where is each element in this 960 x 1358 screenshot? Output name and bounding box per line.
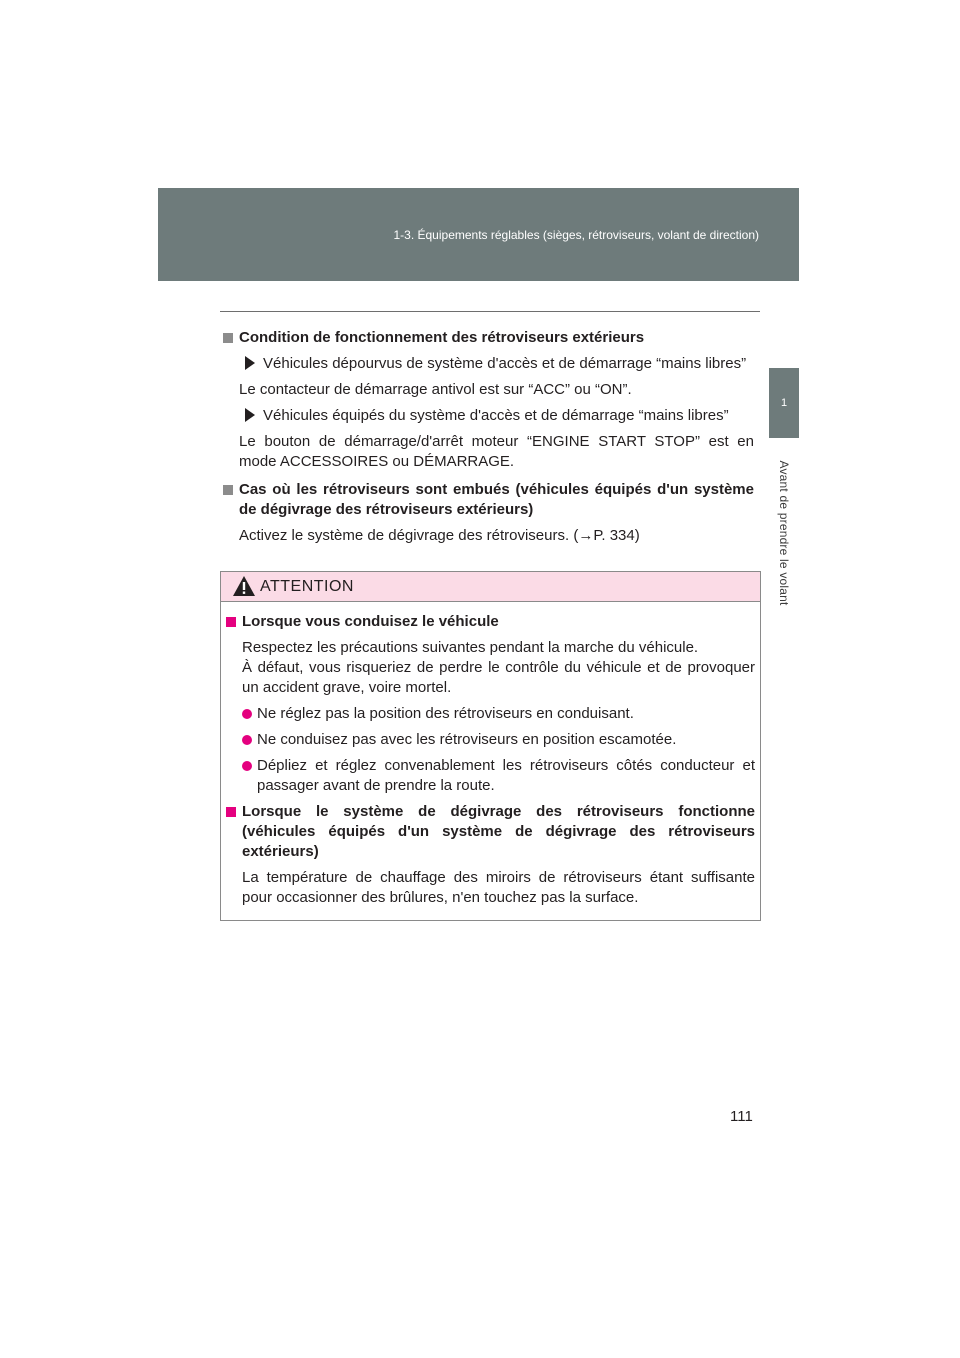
bullet-item xyxy=(225,756,755,796)
bullet-item xyxy=(225,704,755,724)
top-divider xyxy=(220,311,760,312)
section-title: 1-3. Équipements réglables (sièges, rétroviseurs, volant de direction) xyxy=(393,228,759,242)
warning-header xyxy=(221,572,760,602)
bullet-text: Ne conduisez pas avec les rétroviseurs en position escamotée. xyxy=(257,731,677,748)
warning-box xyxy=(220,571,761,921)
warning-heading-2 xyxy=(225,802,755,862)
square-bullet-icon xyxy=(226,617,236,627)
chapter-label: Avant de prendre le volant xyxy=(777,459,791,606)
square-bullet-icon xyxy=(226,807,236,817)
section-heading-2 xyxy=(222,480,754,520)
bullet-text: Dépliez et réglez convenablement les rétroviseurs côtés conducteur et passager avant de prendre la route. xyxy=(257,757,755,794)
main-content xyxy=(222,328,754,546)
sub-condition-2 xyxy=(222,406,754,426)
chapter-number-tab: 1 xyxy=(769,368,799,438)
warning-title: ATTENTION xyxy=(260,578,354,595)
paragraph: Le contacteur de démarrage antivol est sur “ACC” ou “ON”. xyxy=(239,381,632,398)
bullet-item xyxy=(225,730,755,750)
chapter-label-tab xyxy=(769,440,799,625)
sub-condition-label: Véhicules équipés du système d'accès et de démarrage “mains libres” xyxy=(263,407,729,424)
section-heading-1 xyxy=(222,328,754,348)
page-number: 111 xyxy=(730,1108,753,1125)
reference-arrow: → xyxy=(578,527,594,544)
paragraph: Respectez les précautions suivantes pendant la marche du véhicule. xyxy=(242,639,699,656)
round-bullet-icon xyxy=(242,761,252,771)
heading-text: Condition de fonctionnement des rétroviseurs extérieurs xyxy=(239,329,645,346)
round-bullet-icon xyxy=(242,709,252,719)
arrow-right-icon xyxy=(245,408,255,422)
warning-heading-1 xyxy=(225,612,755,632)
heading-text: Lorsque le système de dégivrage des rétroviseurs fonctionne (véhicules équipés d'un système de dégivrage des rétroviseurs extérieurs) xyxy=(242,803,755,860)
sub-condition-label: Véhicules dépourvus de système d'accès et de démarrage “mains libres” xyxy=(263,355,747,372)
heading-text: Cas où les rétroviseurs sont embués (véhicules équipés d'un système de dégivrage des rétroviseurs extérieurs) xyxy=(239,481,754,518)
header-band xyxy=(158,188,799,281)
paragraph: À défaut, vous risqueriez de perdre le contrôle du véhicule et de provoquer un accident grave, voire mortel. xyxy=(242,659,755,696)
text: Activez le système de dégivrage des rétroviseurs. ( xyxy=(239,527,579,544)
bullet-text: Ne réglez pas la position des rétroviseurs en conduisant. xyxy=(257,705,634,722)
warning-triangle-icon xyxy=(232,575,256,597)
round-bullet-icon xyxy=(242,735,252,745)
paragraph: Le bouton de démarrage/d'arrêt moteur “ENGINE START STOP” est en mode ACCESSOIRES ou DÉMARRAGE. xyxy=(239,433,754,470)
arrow-right-icon xyxy=(245,356,255,370)
sub-condition-1 xyxy=(222,354,754,374)
warning-body xyxy=(225,612,755,908)
square-bullet-icon xyxy=(223,333,233,343)
paragraph: La température de chauffage des miroirs de rétroviseurs étant suffisante pour occasionner des brûlures, n'en touchez pas la surface. xyxy=(242,869,755,906)
square-bullet-icon xyxy=(223,485,233,495)
heading-text: Lorsque vous conduisez le véhicule xyxy=(242,613,499,630)
paragraph xyxy=(222,526,754,546)
page-reference: P. 334) xyxy=(593,527,640,544)
